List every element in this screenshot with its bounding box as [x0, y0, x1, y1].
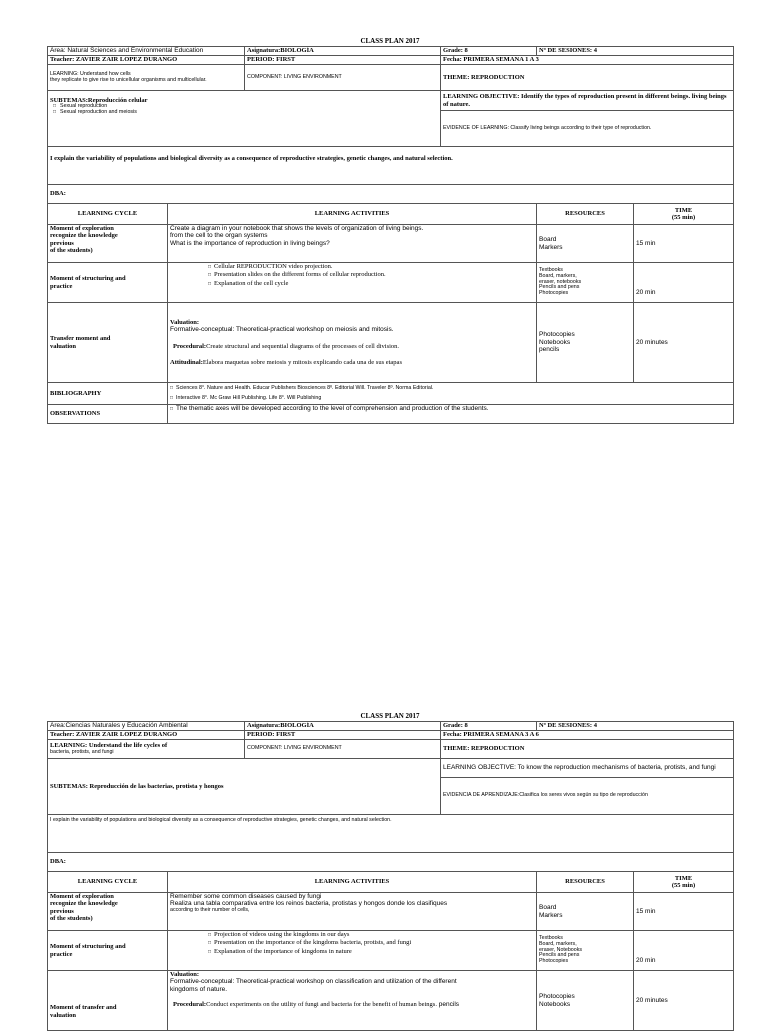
procedural-line [170, 1001, 534, 1008]
structuring-resources [537, 931, 634, 971]
procedural-line [170, 343, 534, 350]
area-cell: Area:Ciencias Naturales y Educación Ambiental [48, 722, 245, 731]
label-line: Moment of exploration [50, 893, 114, 900]
learning-cell [48, 740, 245, 759]
plan-title: CLASS PLAN 2017 [360, 712, 420, 720]
label-line: Moment of structuring and [50, 943, 126, 951]
subtemas-title: SUBTEMAS:Reproducción celular [50, 97, 148, 104]
grade-cell: Grade: 8 [441, 47, 537, 56]
exploration-label [48, 893, 168, 931]
label-line: previous [50, 239, 74, 247]
fecha-cell: Fecha: PRIMERA SEMANA 3 A 6 [441, 731, 734, 740]
time-label: TIME [674, 874, 693, 882]
resource-line: Board [539, 236, 557, 244]
header-activities: LEARNING ACTIVITIES [168, 872, 537, 893]
sesiones-cell: Nº DE SESIONES: 4 [537, 47, 734, 56]
resource-line: Photocopies [539, 958, 569, 965]
plan-table [47, 46, 734, 424]
header-time [634, 872, 734, 893]
learning-line-1: LEARNING: Understand the life cycles of [50, 742, 168, 750]
evidence-cell: EVIDENCE OF LEARNING: Classify living beings according to their type of reproduction. [441, 111, 734, 147]
component-cell: COMPONENT: LIVING ENVIRONMENT [245, 65, 441, 91]
label-line: valuation [50, 342, 77, 350]
grade-cell: Grade: 8 [441, 722, 537, 731]
bibliography-item: □ Interactive 8°. Mc Graw Hill Publishing. Life 8°. Will Publishing [170, 396, 731, 402]
asignatura-cell: Asignatura:BIOLOGÍA [245, 47, 441, 56]
subtemas-cell: SUBTEMAS: Reproducción de las bacterias, protista y hongos [48, 759, 441, 815]
label-line: recognize the knowledge [50, 232, 118, 240]
label-line: practice [50, 282, 73, 290]
exploration-label [48, 225, 168, 263]
transfer-activities [168, 971, 537, 1031]
structuring-resources [537, 263, 634, 303]
evidence-cell: EVIDENCIA DE APRENDIZAJE:Clasifica los seres vivos según su tipo de reproducción [441, 778, 734, 815]
resource-line: Board, markers, [539, 940, 577, 947]
procedural-label: Procedural: [173, 342, 207, 350]
transfer-time: 20 minutes [634, 303, 734, 383]
procedural-tail: pencils [438, 1001, 460, 1009]
standard-cell: I explain the variability of populations and biological diversity as a consequence of reproductive strategies, genetic changes, and natural selection. [48, 815, 734, 853]
resource-line: Pencils and pens [539, 284, 580, 291]
label-line: of the students) [50, 247, 93, 255]
label-line: practice [50, 950, 73, 958]
resource-line: Notebooks [539, 338, 571, 346]
label-line: Moment of transfer and [50, 1004, 117, 1012]
activity-item: □ Cellular REPRODUCTION video projection. [208, 263, 534, 271]
period-cell: PERIOD: FIRST [245, 56, 441, 65]
observations-label: OBSERVATIONS [48, 405, 168, 424]
structuring-label [48, 931, 168, 971]
class-plan-1 [47, 36, 733, 424]
area-cell: Area: Natural Sciences and Environmental Education [48, 47, 245, 56]
label-line: valuation [50, 1011, 77, 1019]
learning-line-2: bacteria, protists, and fungi [50, 748, 114, 755]
transfer-resources [537, 303, 634, 383]
label-line: recognize the knowledge [50, 900, 118, 908]
label-line: Transfer moment and [50, 335, 111, 343]
class-plan-2 [47, 711, 733, 1031]
resource-line: Photocopies [539, 331, 575, 339]
activity-line: from the cell to the organ systems [170, 232, 268, 240]
subtema-item: □ Sexual reproduction [50, 104, 438, 110]
label-line: Moment of exploration [50, 225, 114, 232]
teacher-cell: Teacher: ZAVIER ZAIR LOPEZ DURANGO [48, 56, 245, 65]
learning-cell [48, 65, 245, 91]
structuring-time: 20 min [634, 263, 734, 303]
learning-line-1: LEARNING: Understand how cells [50, 70, 131, 77]
resource-line: Markers [539, 243, 563, 251]
theme-cell: THEME: REPRODUCTION [441, 65, 734, 91]
exploration-time: 15 min [634, 225, 734, 263]
label-line: of the students) [50, 915, 93, 923]
header-resources: RESOURCES [537, 872, 634, 893]
structuring-activities [168, 931, 537, 971]
resource-line: Board [539, 904, 557, 912]
resource-line: Board, markers, [539, 272, 577, 279]
resource-line: Photocopies [539, 993, 575, 1001]
time-sub: (55 min) [671, 214, 696, 221]
activity-item: □ Presentation on the importance of the kingdoms bacteria, protists, and fungi [208, 939, 534, 947]
activity-item: □ Explanation of the importance of kingdoms in nature [208, 948, 534, 956]
resource-line: Pencils and pens [539, 952, 580, 959]
objective-cell: LEARNING OBJECTIVE: Identify the types of reproduction present in different beings. living beings of nature. [441, 91, 734, 111]
procedural-text: Create structural and sequential diagrams of the processes of cell division. [206, 342, 400, 350]
label-line: Moment of structuring and [50, 275, 126, 283]
subtema-item: □ Sexual reproduction and meiosis [50, 110, 438, 116]
time-sub: (55 min) [671, 882, 696, 889]
resource-line: Photocopies [539, 290, 569, 297]
standard-cell: I explain the variability of populations and biological diversity as a consequence of reproductive strategies, genetic changes, and natural selection. [48, 147, 734, 185]
bibliography-label: BIBLIOGRAPHY [48, 383, 168, 405]
activity-item: □ Projection of videos using the kingdoms in our days [208, 931, 534, 939]
objective-cell: LEARNING OBJECTIVE: To know the reproduction mechanisms of bacteria, protists, and fungi [441, 759, 734, 778]
activity-line: Create a diagram in your notebook that shows the levels of organization of living beings. [170, 225, 424, 232]
resource-line: eraser, Notebooks [539, 946, 582, 953]
time-label: TIME [674, 206, 693, 214]
component-cell: COMPONENT: LIVING ENVIRONMENT [245, 740, 441, 759]
bibliography-cell [168, 383, 734, 405]
resource-line: eraser, notebooks [539, 278, 582, 285]
observations-cell: □ The thematic axes will be developed according to the level of comprehension and production of the students. [168, 405, 734, 424]
structuring-activities [168, 263, 537, 303]
resource-line: Notebooks [539, 1000, 571, 1008]
exploration-resources [537, 225, 634, 263]
valuation-formative: Formative-conceptual: Theoretical-practical workshop on meiosis and mitosis. [170, 326, 394, 334]
resource-line: pencils [539, 346, 560, 354]
attitudinal-line [170, 359, 534, 366]
plan-title: CLASS PLAN 2017 [360, 37, 420, 45]
sesiones-cell: Nº DE SESIONES: 4 [537, 722, 734, 731]
header-resources: RESOURCES [537, 204, 634, 225]
attitudinal-label: Attitudinal: [170, 358, 203, 366]
transfer-label [48, 303, 168, 383]
resource-line: Textbooks [539, 267, 563, 273]
teacher-cell: Teacher: ZAVIER ZAIR LOPEZ DURANGO [48, 731, 245, 740]
header-activities: LEARNING ACTIVITIES [168, 204, 537, 225]
fecha-cell: Fecha: PRIMERA SEMANA 1 A 3 [441, 56, 734, 65]
exploration-resources [537, 893, 634, 931]
header-time [634, 204, 734, 225]
resource-line: Markers [539, 911, 563, 919]
theme-cell: THEME: REPRODUCTION [441, 740, 734, 759]
resource-line: Textbooks [539, 935, 563, 941]
exploration-activities [168, 225, 537, 263]
transfer-time: 20 minutes [634, 971, 734, 1031]
plan-table [47, 721, 734, 1031]
transfer-activities [168, 303, 537, 383]
structuring-label [48, 263, 168, 303]
activity-line: according to their number of cells, [170, 906, 250, 913]
procedural-label: Procedural: [173, 1001, 207, 1009]
exploration-activities [168, 893, 537, 931]
exploration-time: 15 min [634, 893, 734, 931]
dba-cell: DBA: [48, 853, 734, 872]
activity-item: □ Explanation of the cell cycle [208, 280, 534, 288]
transfer-label [48, 971, 168, 1031]
dba-cell: DBA: [48, 185, 734, 204]
header-cycle: LEARNING CYCLE [48, 204, 168, 225]
header-cycle: LEARNING CYCLE [48, 872, 168, 893]
subtemas-cell [48, 91, 441, 147]
procedural-text: Conduct experiments on the utility of fungi and bacteria for the benefit of human beings. [206, 1001, 437, 1009]
activity-line: Remember some common diseases caused by fungi [170, 893, 322, 900]
transfer-resources [537, 971, 634, 1031]
activity-item: □ Presentation slides on the different forms of cellular reproduction. [208, 271, 534, 279]
structuring-time: 20 min [634, 931, 734, 971]
valuation-formative: Formative-conceptual: Theoretical-practical workshop on classification and utilization of the different [170, 978, 457, 986]
learning-line-2: they replicate to give rise to unicellular organisms and multicellular. [50, 76, 207, 83]
asignatura-cell: Asignatura:BIOLOGÍA [245, 722, 441, 731]
bibliography-item: □ Sciences 8°. Nature and Health. Educar Publishers Biosciences 8º. Editorial Will. Traveler 8º. Norma Editorial. [170, 386, 731, 392]
attitudinal-text: Elabora maquetas sobre meiosis y mitosis explicando cada una de sus etapas [202, 358, 402, 366]
valuation-title: Valuation: [170, 318, 200, 326]
valuation-formative: kingdoms of nature. [170, 985, 228, 993]
activity-line: Realiza una tabla comparativa entre los reinos bacteria, protistas y hongos donde los clasifiques [170, 900, 448, 908]
activity-line: What is the importance of reproduction in living beings? [170, 239, 330, 247]
label-line: previous [50, 907, 74, 915]
valuation-title: Valuation: [170, 971, 200, 978]
period-cell: PERIOD: FIRST [245, 731, 441, 740]
